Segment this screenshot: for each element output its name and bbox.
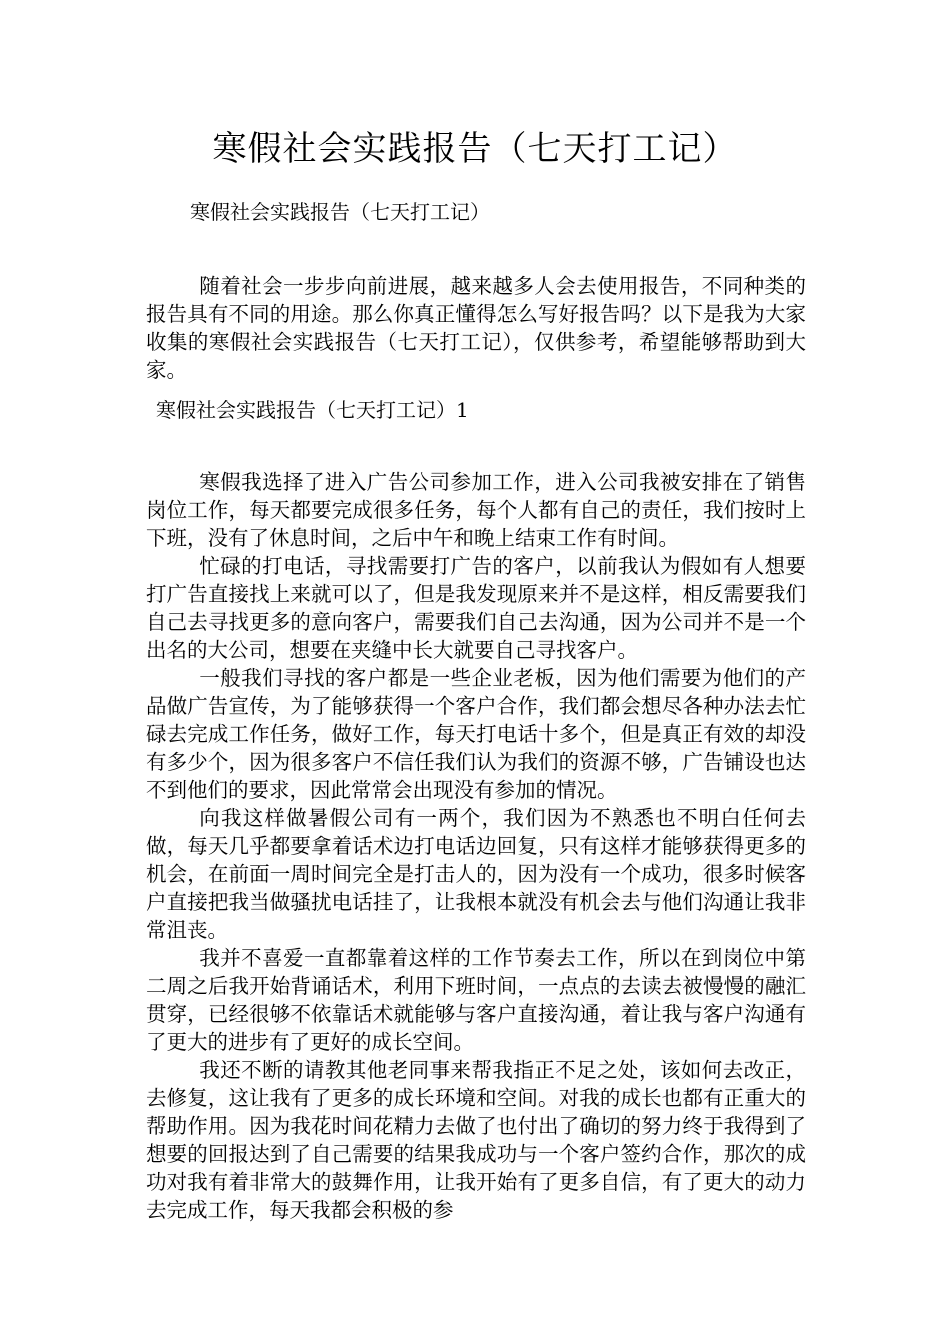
- body-paragraph: 一般我们寻找的客户都是一些企业老板，因为他们需要为他们的产品做广告宣传，为了能够获得一个客户合作，我们都会想尽各种办法去忙碌去完成工作任务，做好工作，每天打电话十多个，但是真正有效的却没有多少个，因为很多客户不信任我们认为我们的资源不够，广告铺设也达不到他们的要求，因此常常会出现没有参加的情况。: [146, 666, 806, 802]
- body-paragraph: 我并不喜爱一直都靠着这样的工作节奏去工作，所以在到岗位中第二周之后我开始背诵话术，利用下班时间，一点点的去读去被慢慢的融汇贯穿，已经很够不依靠话术就能够与客户直接沟通，着让我与客户沟通有了更大的进步有了更好的成长空间。: [146, 946, 806, 1054]
- body-paragraph: 忙碌的打电话，寻找需要打广告的客户，以前我认为假如有人想要打广告直接找上来就可以了，但是我发现原来并不是这样，相反需要我们自己去寻找更多的意向客户，需要我们自己去沟通，因为公司并不是一个出名的大公司，想要在夹缝中长大就要自己寻找客户。: [146, 554, 806, 662]
- body-paragraph: 向我这样做暑假公司有一两个，我们因为不熟悉也不明白任何去做，每天几乎都要拿着话术边打电话边回复，只有这样才能够获得更多的机会，在前面一周时间完全是打击人的，因为没有一个成功，很多时候客户直接把我当做骚扰电话挂了，让我根本就没有机会去与他们沟通让我非常沮丧。: [146, 806, 806, 942]
- intro-paragraph: 随着社会一步步向前进展，越来越多人会去使用报告，不同种类的报告具有不同的用途。那么你真正懂得怎么写好报告吗？以下是我为大家收集的寒假社会实践报告（七天打工记），仅供参考，希望能够帮助到大家。: [146, 274, 806, 382]
- body-text: [146, 468, 806, 1224]
- document-title: 寒假社会实践报告（七天打工记）: [212, 129, 738, 169]
- body-paragraph: 我还不断的请教其他老同事来帮我指正不足之处，该如何去改正，去修复，这让我有了更多的成长环境和空间。对我的成长也都有正重大的帮助作用。因为我花时间花精力去做了也付出了确切的努力终于我得到了想要的回报达到了自己需要的结果我成功与一个客户签约合作，那次的成功对我有着非常大的鼓舞作用，让我开始有了更多自信，有了更大的动力去完成工作，每天我都会积极的参: [146, 1058, 806, 1222]
- document-subtitle: 寒假社会实践报告（七天打工记）: [190, 200, 490, 224]
- body-paragraph: 寒假我选择了进入广告公司参加工作，进入公司我被安排在了销售岗位工作，每天都要完成很多任务，每个人都有自己的责任，我们按时上下班，没有了休息时间，之后中午和晚上结束工作有时间。: [146, 470, 806, 550]
- section-heading: 寒假社会实践报告（七天打工记）1: [156, 398, 469, 422]
